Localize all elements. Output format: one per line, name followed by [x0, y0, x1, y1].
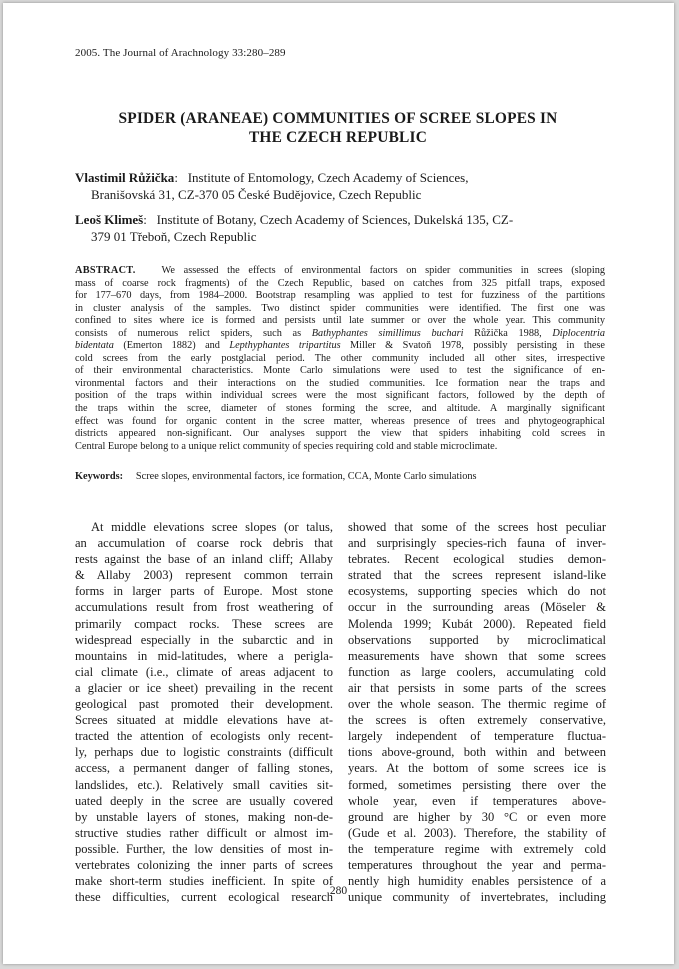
body-text-line: tions above-ground, both within and between — [348, 745, 606, 760]
body-text-line: ly, perhaps due to logistic constraints (difficult — [75, 745, 333, 760]
body-text-line: whole year, even if temperatures above- — [348, 793, 606, 808]
body-text-line: uated deeply in the scree are usually covered — [75, 793, 333, 808]
body-text-line: Molenda 1999; Kubát 2000). Repeated field — [348, 616, 606, 631]
body-text-line: rests against the base of an inland cliff; Allaby — [75, 552, 333, 567]
abstract-line: for 177–670 days, from 1984–2000. Bootstrap resampling was applied to test for fuzziness of the partitions — [75, 290, 605, 302]
keywords-text: Scree slopes, environmental factors, ice formation, CCA, Monte Carlo simulations — [135, 471, 477, 482]
body-text-line: ground are higher by 30 °C or even more — [348, 809, 606, 824]
body-text-line: (Gude et al. 2003). Therefore, the stability of — [348, 825, 606, 840]
species-name: Lepthyphantes tripartitus — [229, 340, 341, 352]
keywords — [75, 471, 605, 482]
body-text-line: showed that some of the screes host peculiar — [348, 520, 606, 534]
body-text-line: forms in larger parts of Europe. Most stone — [75, 584, 333, 599]
author-name: Leoš Klimeš — [75, 212, 144, 227]
abstract-line: in cluster analysis of the samples. Two distinct spider communities were identified. The first one was — [75, 302, 605, 314]
body-text-line: these difficulties, current ecological research — [75, 890, 333, 905]
abstract-line: confined to sites where ice is formed and persists until late summer or over the whole year. This community — [75, 315, 605, 327]
body-text-line: formed, sometimes persisting there over the — [348, 777, 606, 792]
author-block-1: Vlastimil Růžička: Institute of Entomology, Czech Academy of Sciences, Branišovská 31, CZ-370 05 České Budějovice, Czech Republic — [75, 169, 605, 203]
body-text-line: accumulations result from frost weathering of — [75, 600, 333, 615]
body-text-line: ecosystems, supporting species which do not — [348, 584, 606, 599]
body-text-line: and surprisingly species-rich fauna of inver- — [348, 536, 606, 551]
body-text-line: mountains in mid-latitudes, where a periglа- — [75, 648, 333, 663]
body-text-line: geological past promoted their development. — [75, 697, 333, 712]
abstract-line: the traps within the scree, diameter of stones forming the scree, and altitude. A marginally significant — [75, 403, 605, 415]
body-text-line: by unstable layers of stones, making non-de- — [75, 809, 333, 824]
body-text-line: nently high humidity enables persistence of a — [348, 874, 606, 889]
abstract-line: Central Europe belong to a unique relict community of species requiring cold and stable microclimate. — [75, 440, 498, 452]
body-text-line: possible. Further, the low densities of most in- — [75, 841, 333, 856]
body-text-line: tracted the attention of ecologists only recent- — [75, 729, 333, 744]
body-text-line: vertebrates colonizing the inner parts of screes — [75, 857, 333, 872]
author-affiliation: 379 01 Třeboň, Czech Republic — [91, 229, 257, 244]
body-text-line: occur in the surrounding areas (Möseler & — [348, 600, 606, 615]
body-text-line: structive studies rather difficult or almost im- — [75, 825, 333, 840]
body-text-line: over the whole season. The thermic regime of — [348, 697, 606, 712]
body-text-line: measurements have shown that some screes — [348, 648, 606, 663]
body-text-line: At middle elevations scree slopes (or talus, — [91, 520, 333, 534]
abstract-line: mass of coarse rock fragments) of the Czech Republic, based on catches from 325 pitfall traps, exposed — [75, 277, 605, 289]
body-text-line: the screes is often extremely conservative, — [348, 713, 606, 728]
body-text-line: primarily compact rocks. These screes are — [75, 616, 333, 631]
keywords-label: Keywords: — [75, 471, 124, 482]
title-line-1: SPIDER (ARANEAE) COMMUNITIES OF SCREE SLOPES IN — [118, 110, 558, 127]
abstract-line: vironmental factors and their interactions on the studied communities. Ice formation near the traps and — [75, 377, 605, 389]
body-text-line: access, a permanent danger of falling stones, — [75, 761, 333, 776]
body-text-line: strated that the screes represent island-like — [348, 568, 606, 583]
abstract-line: districts appeared non-significant. Our analyses support the view that spiders inhabiting cold screes in — [75, 428, 605, 440]
body-text-line: largely independent of temperature fluctua- — [348, 729, 606, 744]
author-block-2: Leoš Klimeš: Institute of Botany, Czech Academy of Sciences, Dukelská 135, CZ- 379 01 Třeboň, Czech Republic — [75, 211, 605, 245]
abstract-line: position of the traps within individual screes were the most significant factors, followed by the depth of — [75, 390, 605, 402]
author-name: Vlastimil Růžička — [75, 170, 175, 185]
body-text-line: a glacier or ice sheet) prevailing in the recent — [75, 680, 333, 695]
abstract-line: consists of numerous relict spiders, such as Bathyphantes simillimus buchari Růžička 1988, Diplocentria — [75, 327, 605, 339]
body-text-line: Screes situated at middle elevations have at- — [75, 713, 333, 728]
species-name: Bathyphantes simillimus buchari — [311, 327, 464, 339]
species-name: bidentata — [75, 340, 114, 352]
abstract-label: ABSTRACT. — [75, 265, 136, 276]
journal-citation: 2005. The Journal of Arachnology 33:280–289 — [75, 47, 286, 59]
body-text-line: years. At the bottom of some screes ice is — [348, 761, 606, 776]
page-number: 280 — [329, 885, 348, 897]
body-text-line: widespread especially in the subarctic and in — [75, 632, 333, 647]
author-affiliation: Institute of Botany, Czech Academy of Sciences, Dukelská 135, CZ- — [156, 212, 514, 227]
body-text-line: make short-term studies inefficient. In spite of — [75, 874, 333, 889]
abstract-line: ABSTRACT. We assessed the effects of environmental factors on spider communities in screes (sloping — [75, 265, 605, 276]
body-text-line: the temperature regime with extremely cold — [348, 841, 606, 856]
title-line-2: THE CZECH REPUBLIC — [248, 129, 428, 146]
author-affiliation: Institute of Entomology, Czech Academy of Sciences, — [187, 170, 469, 185]
abstract-line: cold screes from the early postglacial period. The other community included all other sites, irrespective — [75, 352, 605, 364]
body-text-line: & Allaby 2003) represent common terrain — [75, 568, 333, 583]
body-text-line: cial climate (i.e., climate of areas adjacent to — [75, 664, 333, 679]
body-left-column — [75, 519, 333, 905]
species-name: Diplocentria — [552, 327, 605, 339]
body-text-line: landslides, etc.). Relatively small cavities sit- — [75, 777, 333, 792]
abstract-line: effect was found for organic content in the scree matter, whereas presence of trees and phytogeographical — [75, 415, 605, 427]
paper-page — [3, 3, 674, 964]
body-text-line: an accumulation of coarse rock debris that — [75, 536, 333, 551]
body-right-column — [348, 519, 606, 905]
author-affiliation: Branišovská 31, CZ-370 05 České Budějovice, Czech Republic — [91, 187, 422, 202]
article-title — [63, 109, 613, 147]
body-text-line: observations supported by microclimatical — [348, 632, 606, 647]
abstract-line: of their environmental characteristics. Monte Carlo simulations were used to test the significance of en- — [75, 365, 605, 377]
body-text-line: function as large coolers, accumulating cold — [348, 664, 606, 679]
body-text-line: tebrates. Recent ecological studies demon- — [348, 552, 606, 567]
body-text-line: unique community of invertebrates, including — [348, 890, 606, 905]
abstract — [75, 265, 605, 453]
abstract-line: bidentata (Emerton 1882) and Lepthyphantes tripartitus Miller & Svatoň 1978, possibly persisting in these — [75, 340, 605, 352]
body-text-line: air that persists in some parts of the screes — [348, 680, 606, 695]
body-text-line: temperatures throughout the year and perma- — [348, 857, 606, 872]
